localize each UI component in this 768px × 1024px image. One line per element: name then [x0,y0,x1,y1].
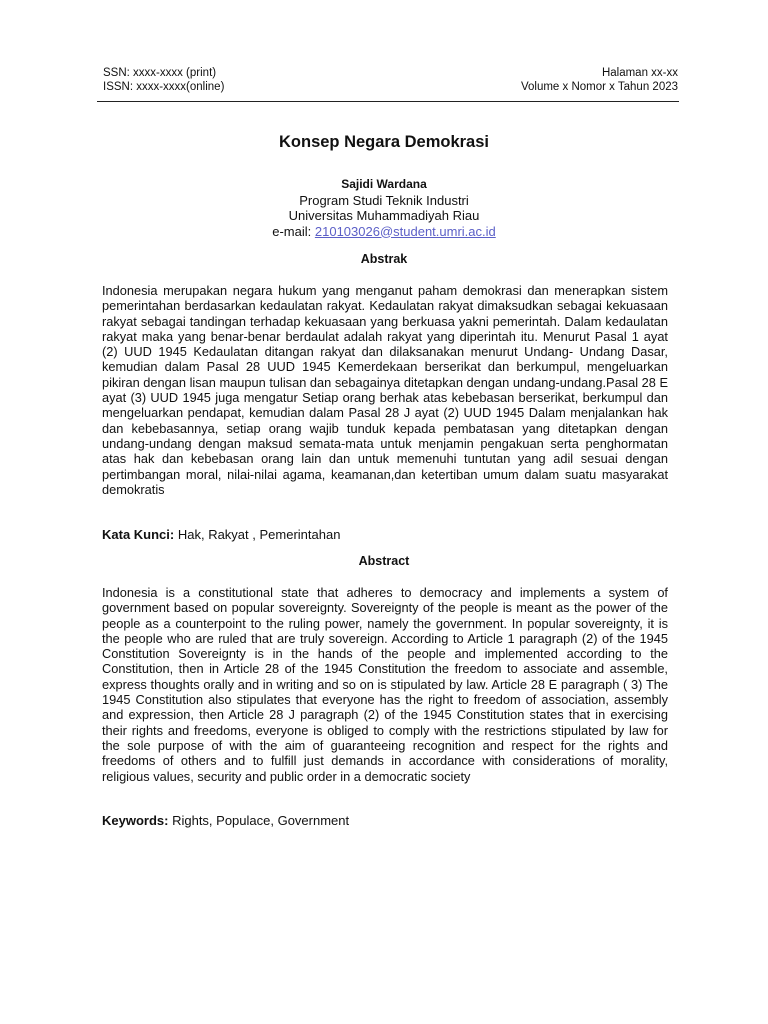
author-block [0,177,768,239]
kata-kunci-values: Hak, Rakyat , Pemerintahan [174,527,341,542]
print-issn: SSN: xxxx-xxxx (print) [103,67,217,79]
keywords-label: Keywords: [102,813,169,828]
journal-info-block [521,66,678,94]
author-program: Program Studi Teknik Industri [299,192,469,208]
abstrak-text: Indonesia merupakan negara hukum yang menganut paham demokrasi dan menerapkan sistem pemerintahan berdasarkan kedaulatan rakyat. Kedaulatan rakyat dimaksudkan sebagai kekuasaan rakyat sebagai tandingan terhadap kekuasaan yang berkuasa yakni pemerintah. Dalam kedaulatan rakyat maka yang benar-benar berdaulat adalah rakyat yang diperintah itu. Menurut Pasal 1 ayat (2) UUD 1945 Kedaulatan ditangan rakyat dan dilaksanakan menurut Undang- Undang Dasar, kemudian dalam Pasal 28 UUD 1945 Kemerdekaan berserikat dan berkumpul, mengeluarkan pikiran dengan lisan maupun tulisan dan sebagainya ditetapkan dengan undang-undang.Pasal 28 E ayat (3) UUD 1945 juga mengatur Setiap orang berhak atas kebebasan berserikat, berkumpul dan mengeluarkan pendapat, kemudian dalam Pasal 28 J ayat (2) UUD 1945 Dalam menjalankan hak dan kebebasannya, setiap orang wajib tunduk kepada pembatasan yang ditetapkan dengan undang-undang dengan maksud semata-mata untuk menjamin pengakuan serta penghormatan atas hak dan kebebasan orang lain dan untuk memenuhi tuntutan yang adil sesuai dengan pertimbangan moral, nilai-nilai agama, keamanan,dan ketertiban umum dalam suatu masyarakat demokratis [102,283,668,497]
online-issn: ISSN: xxxx-xxxx(online) [103,81,225,93]
keywords [102,813,668,829]
email-link[interactable]: 210103026@student.umri.ac.id [314,223,496,239]
author-email-line [0,224,768,240]
kata-kunci [102,527,668,543]
kata-kunci-label: Kata Kunci: [102,527,175,542]
abstrak-heading: Abstrak [360,252,408,266]
issn-block [103,66,224,94]
keywords-values: Rights, Populace, Government [168,813,350,828]
paper-title: Konsep Negara Demokrasi [279,133,489,151]
header-divider [97,101,679,102]
page-range: Halaman xx-xx [601,67,678,79]
email-prefix: e-mail: [272,223,315,239]
abstract-heading: Abstract [358,554,410,568]
volume-info: Volume x Nomor x Tahun 2023 [520,81,678,93]
abstract-text: Indonesia is a constitutional state that adheres to democracy and implements a system of government based on popular sovereignty. Sovereignty of the people is meant as the power of the people as a counterpoint to the ruling power, namely the government. In popular sovereignty, it is the people who are ruled that are truly sovereign. According to Article 1 paragraph (2) of the 1945 Constitution Sovereignty is in the hands of the people and implemented according to the Constitution, then in Article 28 of the 1945 Constitution the freedom to associate and assemble, express thoughts orally and in writing and so on is stipulated by law. Article 28 E paragraph ( 3) The 1945 Constitution also stipulates that everyone has the right to freedom of association, assembly and expression, then Article 28 J paragraph (2) of the 1945 Constitution states that in exercising their rights and freedoms, everyone is obliged to comply with the restrictions stipulated by law for the sole purpose of with the aim of guaranteeing recognition and respect for the rights and freedoms of others and to fulfill just demands in accordance with considerations of morality, religious values, security and public order in a democratic society [102,585,668,784]
author-name: Sajidi Wardana [341,177,427,191]
author-university: Universitas Muhammadiyah Riau [288,208,480,223]
